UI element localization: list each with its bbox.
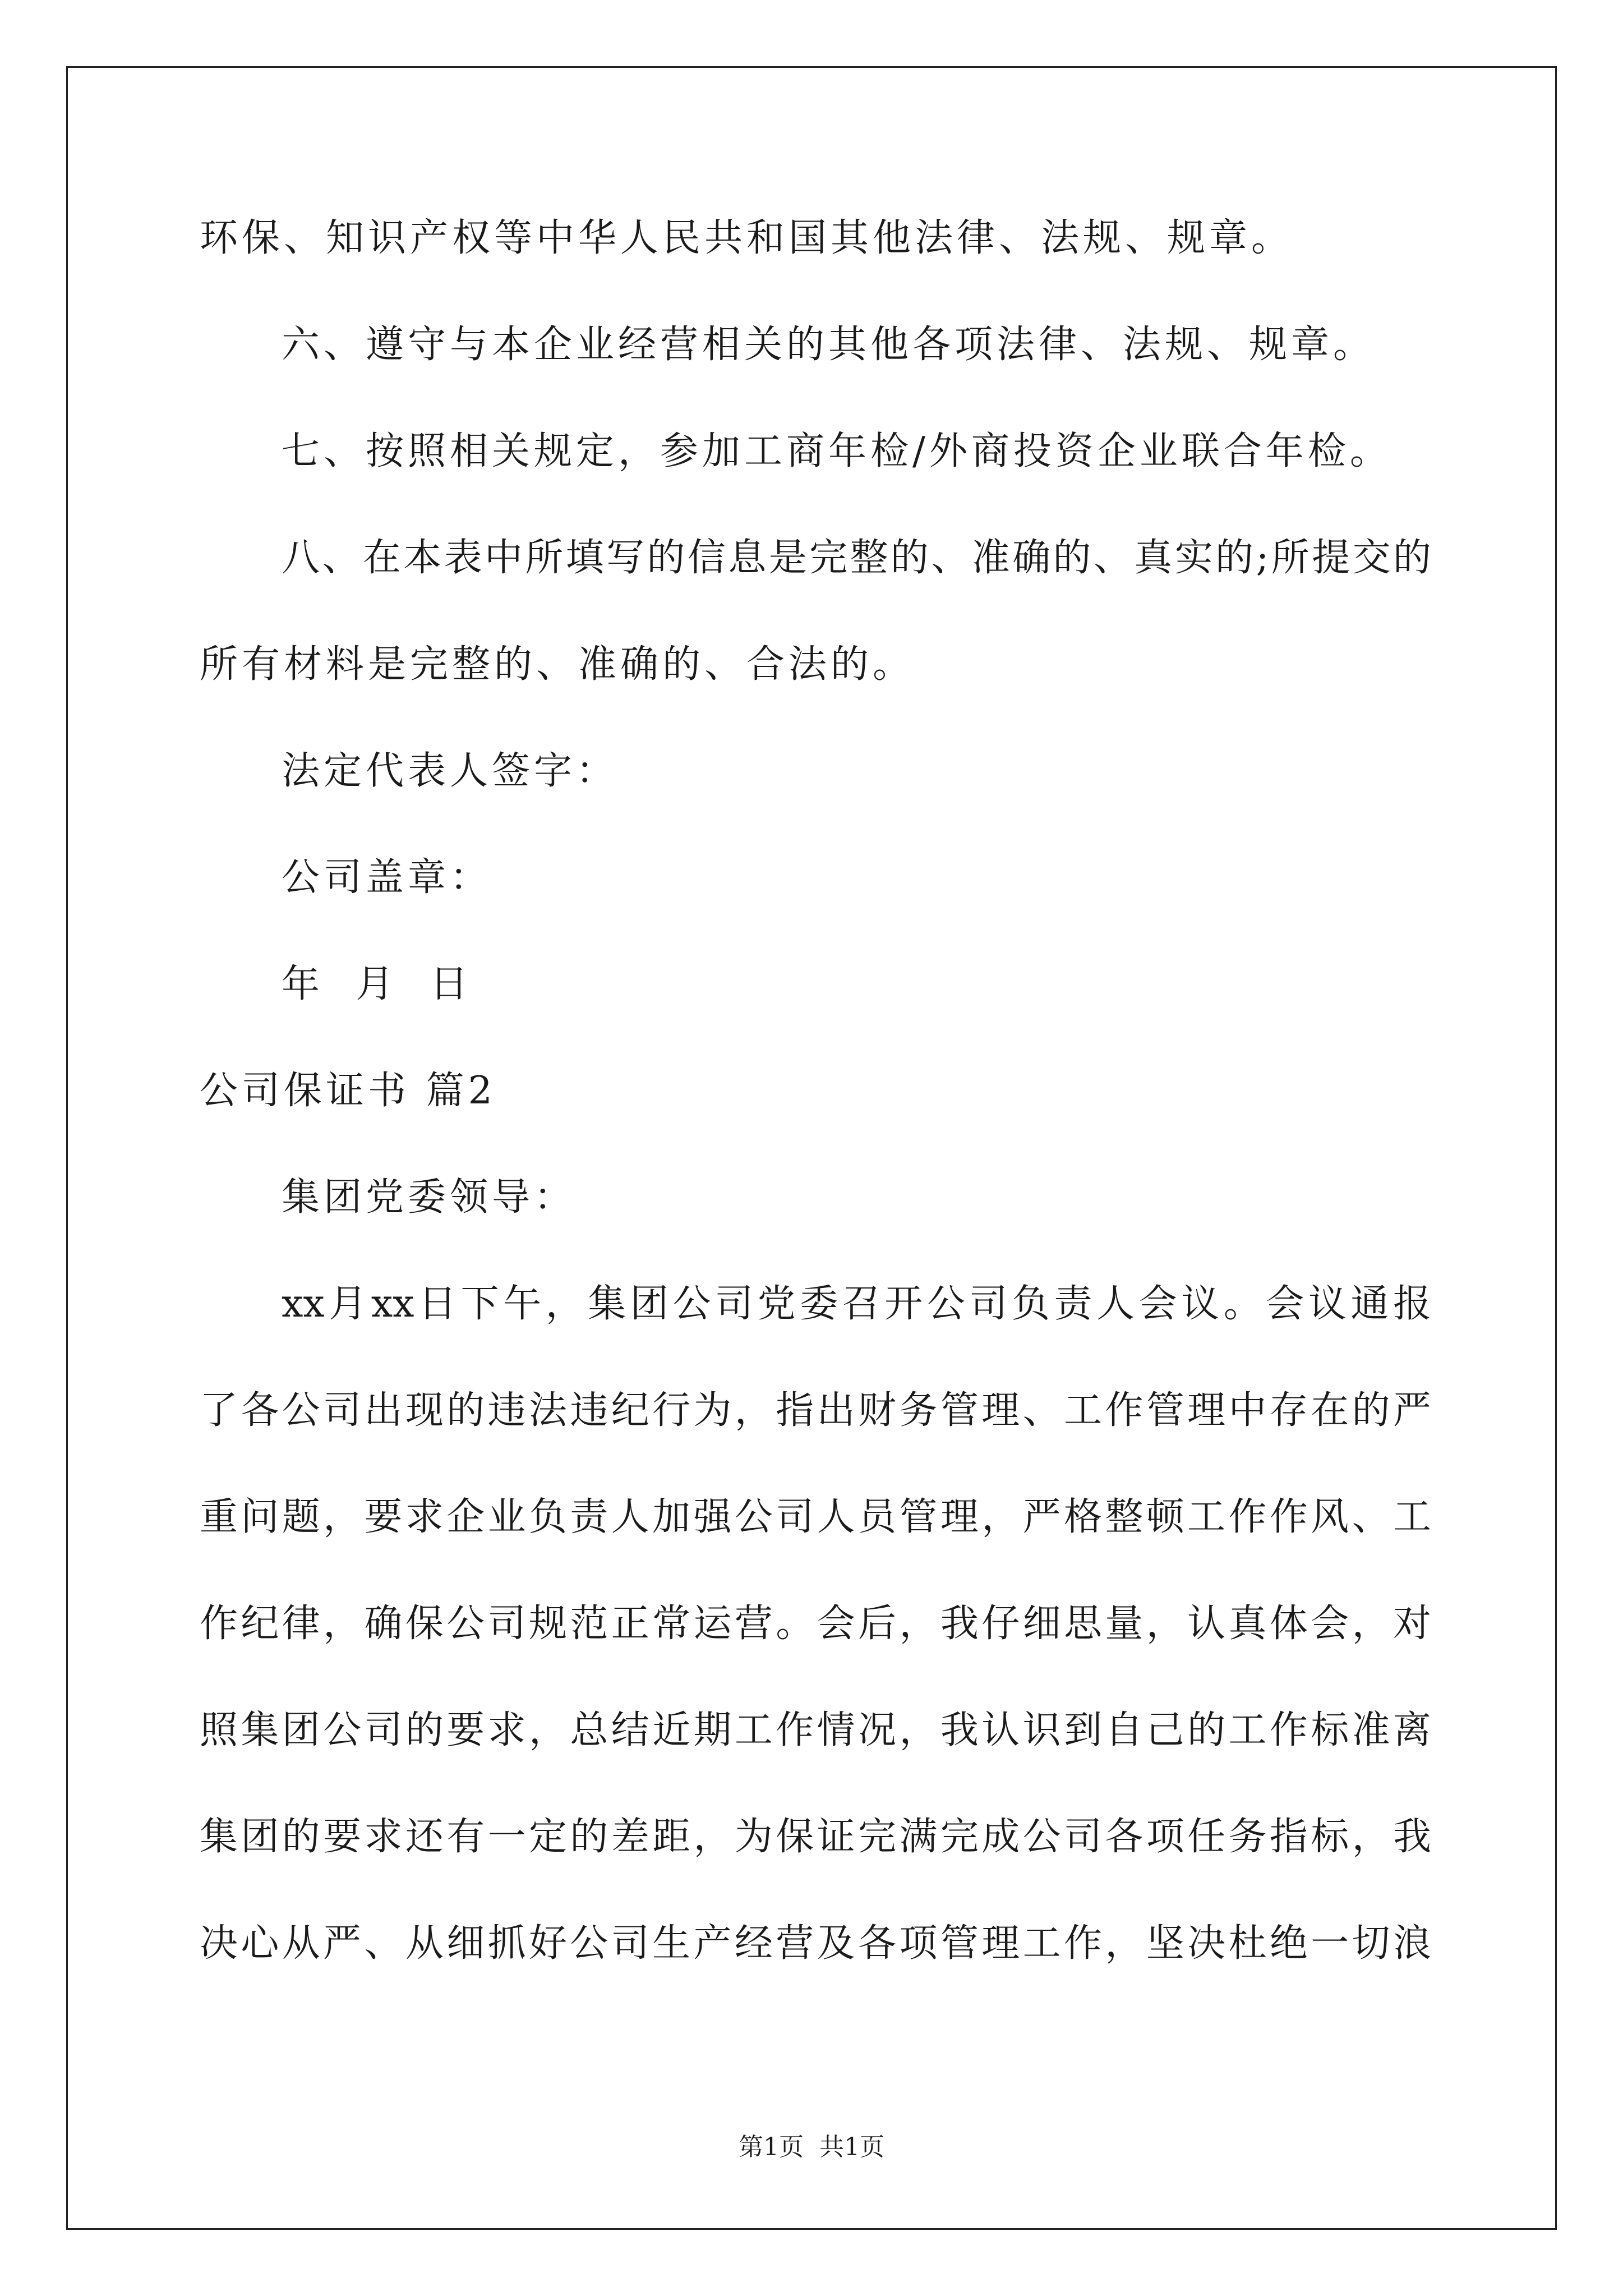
company-seal-label: 公司盖章： <box>282 855 492 900</box>
text-line-2: 六、遵守与本企业经营相关的其他各项法律、法规、规章。 <box>282 323 1376 367</box>
text-line-14: 作纪律，确保公司规范正常运营。会后，我仔细思量，认真体会，对 <box>200 1602 1431 1646</box>
text-line-1: 环保、知识产权等中华人民共和国其他法律、法规、规章。 <box>200 216 1294 260</box>
section-heading: 公司保证书 篇2 <box>200 1069 496 1113</box>
text-line-12: 了各公司出现的违法违纪行为，指出财务管理、工作管理中存在的严 <box>200 1388 1431 1433</box>
salutation: 集团党委领导： <box>282 1175 577 1220</box>
page-border <box>66 66 1557 2230</box>
date-label: 年 月 日 <box>282 962 472 1006</box>
text-line-3: 七、按照相关规定，参加工商年检/外商投资企业联合年检。 <box>282 429 1392 473</box>
text-line-15: 照集团公司的要求，总结近期工作情况，我认识到自己的工作标准离 <box>200 1708 1431 1752</box>
page-footer: 第1页 共1页 <box>739 2133 884 2161</box>
text-line-5: 所有材料是完整的、准确的、合法的。 <box>200 642 915 687</box>
text-line-16: 集团的要求还有一定的差距，为保证完满完成公司各项任务指标，我 <box>200 1815 1431 1859</box>
signature-label: 法定代表人签字： <box>282 749 619 793</box>
text-line-13: 重问题，要求企业负责人加强公司人员管理，严格整顿工作作风、工 <box>200 1495 1431 1539</box>
text-line-11: xx月xx日下午，集团公司党委召开公司负责人会议。会议通报 <box>282 1282 1431 1326</box>
text-line-17: 决心从严、从细抓好公司生产经营及各项管理工作，坚决杜绝一切浪 <box>200 1921 1431 1966</box>
text-line-4: 八、在本表中所填写的信息是完整的、准确的、真实的;所提交的 <box>282 536 1431 580</box>
